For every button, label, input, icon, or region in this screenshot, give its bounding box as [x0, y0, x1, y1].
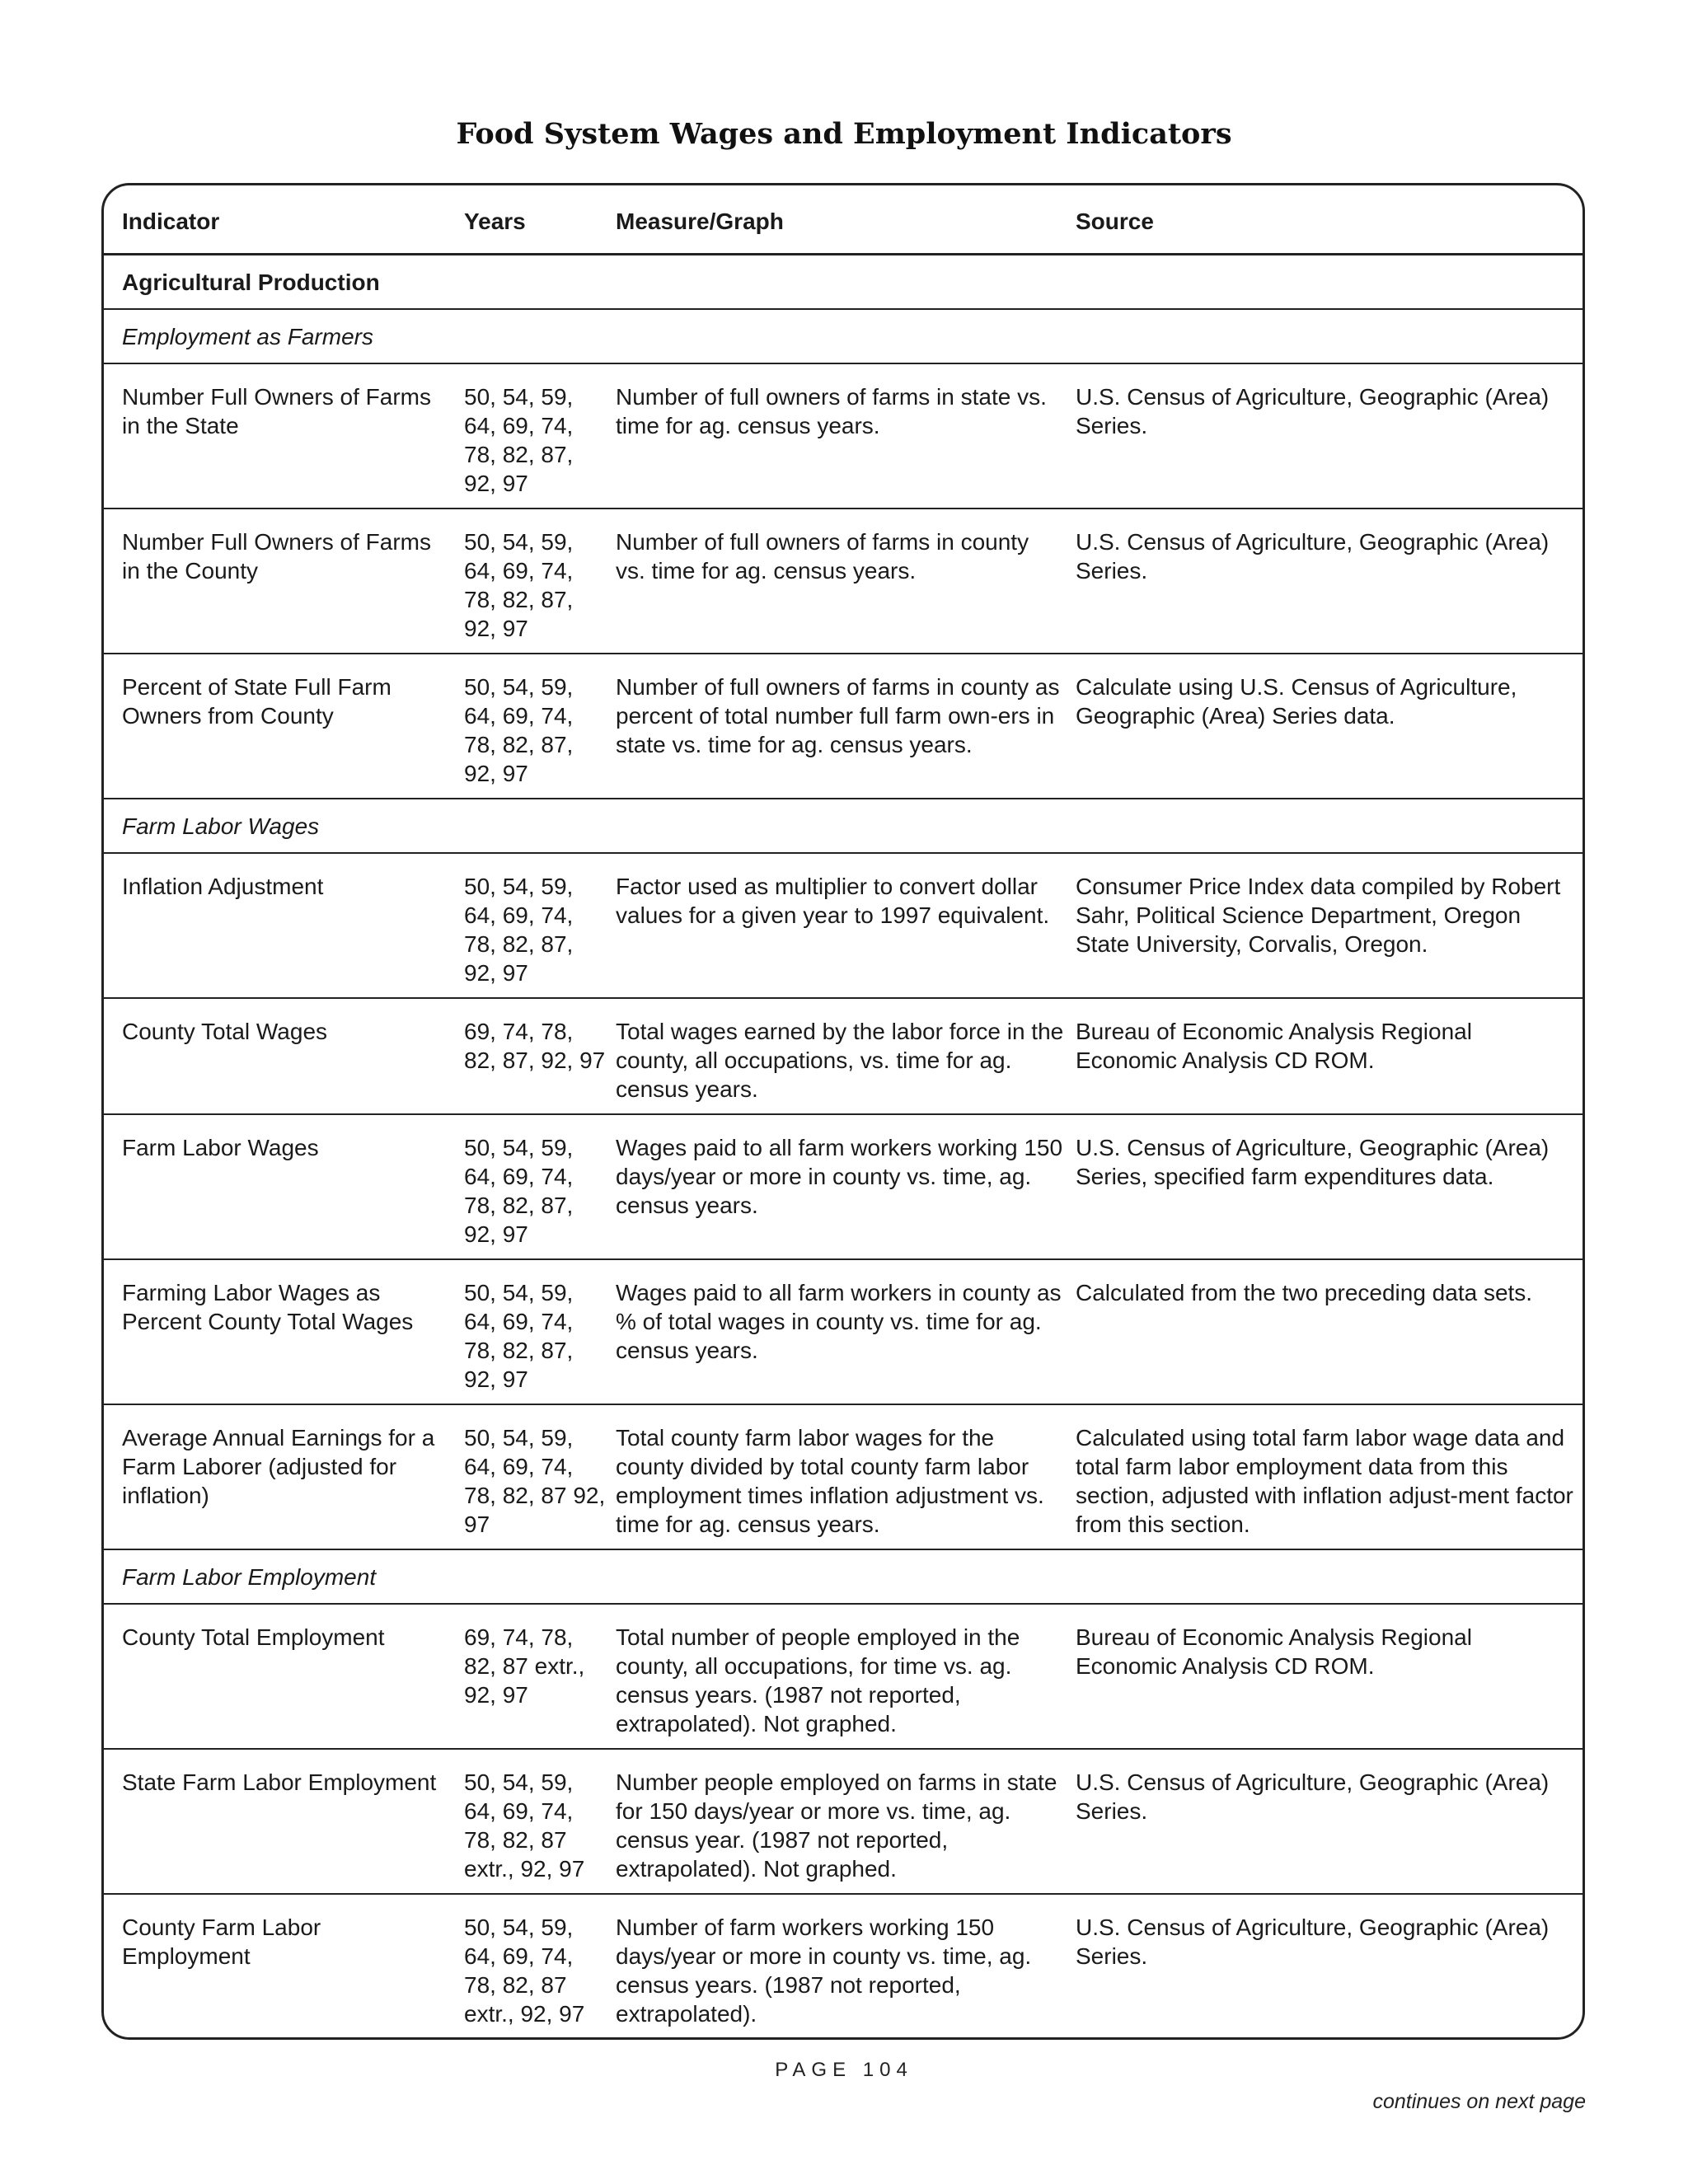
indicator-cell: County Farm Labor Employment — [122, 1915, 321, 1969]
measure-cell: Number people employed on farms in state for 150 days/year or more vs. time, ag. census year. (1987 not reported, extrapolated). Not graphed. — [606, 1749, 1069, 1894]
header-source: Source — [1069, 185, 1582, 255]
subsection-label: Farm Labor Employment — [104, 1549, 1582, 1604]
indicator-table — [104, 185, 1582, 2038]
table-row — [104, 509, 1582, 654]
table-row — [104, 1404, 1582, 1549]
source-cell: Bureau of Economic Analysis Regional Economic Analysis CD ROM. — [1069, 998, 1582, 1114]
table-row — [104, 1749, 1582, 1894]
table-header-row — [104, 185, 1582, 255]
years-cell: 50, 54, 59, 64, 69, 74, 78, 82, 87 extr., 92, 97 — [449, 1749, 606, 1894]
table-row — [104, 1604, 1582, 1749]
subsection-row — [104, 799, 1582, 853]
indicator-cell: State Farm Labor Employment — [104, 1749, 449, 1894]
subsection-label: Farm Labor Wages — [104, 799, 1582, 853]
years-cell: 50, 54, 59, 64, 69, 74, 78, 82, 87, 92, 97 — [449, 1259, 606, 1404]
source-cell: U.S. Census of Agriculture, Geographic (Area) Series. — [1069, 363, 1582, 509]
table-row — [104, 1114, 1582, 1259]
indicator-table-frame — [101, 183, 1585, 2040]
measure-cell: Wages paid to all farm workers in county as % of total wages in county vs. time for ag. census years. — [606, 1259, 1069, 1404]
indicator-cell: County Total Wages — [104, 998, 449, 1114]
indicator-cell: Number Full Owners of Farms in the State — [104, 363, 449, 509]
years-cell: 50, 54, 59, 64, 69, 74, 78, 82, 87 92, 97 — [449, 1404, 606, 1549]
table-row — [104, 363, 1582, 509]
measure-cell: Number of full owners of farms in county as percent of total number full farm own-ers in state vs. time for ag. census years. — [606, 654, 1069, 799]
source-cell: Calculated using total farm labor wage data and total farm labor employment data from this section, adjusted with inflation adjust-ment factor from this section. — [1069, 1404, 1582, 1549]
source-cell: U.S. Census of Agriculture, Geographic (Area) Series. — [1076, 1915, 1550, 1969]
years-cell: 50, 54, 59, 64, 69, 74, 78, 82, 87, 92, 97 — [449, 853, 606, 998]
years-cell: 50, 54, 59, 64, 69, 74, 78, 82, 87, 92, 97 — [449, 363, 606, 509]
page-title: Food System Wages and Employment Indicators — [456, 117, 1232, 151]
source-cell: Calculated from the two preceding data sets. — [1069, 1259, 1582, 1404]
indicator-cell: County Total Employment — [104, 1604, 449, 1749]
header-indicator: Indicator — [104, 185, 449, 255]
indicator-cell: Farming Labor Wages as Percent County Total Wages — [104, 1259, 449, 1404]
source-cell: Calculate using U.S. Census of Agriculture, Geographic (Area) Series data. — [1069, 654, 1582, 799]
table-row — [104, 654, 1582, 799]
source-cell: Consumer Price Index data compiled by Robert Sahr, Political Science Department, Oregon State University, Corvalis, Oregon. — [1069, 853, 1582, 998]
measure-cell: Total county farm labor wages for the county divided by total county farm labor employment times inflation adjustment vs. time for ag. census years. — [606, 1404, 1069, 1549]
continues-note: continues on next page — [1372, 2090, 1586, 2113]
table-row — [104, 998, 1582, 1114]
subsection-row — [104, 309, 1582, 363]
table-row — [104, 1259, 1582, 1404]
table-row — [104, 853, 1582, 998]
measure-cell: Number of full owners of farms in county vs. time for ag. census years. — [606, 509, 1069, 654]
indicator-cell: Average Annual Earnings for a Farm Laborer (adjusted for inflation) — [104, 1404, 449, 1549]
header-measure: Measure/Graph — [606, 185, 1069, 255]
years-cell: 50, 54, 59, 64, 69, 74, 78, 82, 87 extr., 92, 97 — [464, 1915, 585, 2027]
measure-cell: Number of farm workers working 150 days/year or more in county vs. time, ag. census years. (1987 not reported, extrapolated). — [616, 1915, 1032, 2027]
indicator-cell: Percent of State Full Farm Owners from County — [104, 654, 449, 799]
years-cell: 69, 74, 78, 82, 87 extr., 92, 97 — [449, 1604, 606, 1749]
source-cell: U.S. Census of Agriculture, Geographic (Area) Series, specified farm expenditures data. — [1069, 1114, 1582, 1259]
measure-cell: Total wages earned by the labor force in the county, all occupations, vs. time for ag. census years. — [606, 998, 1069, 1114]
header-years: Years — [449, 185, 606, 255]
table-row — [104, 1894, 1582, 2038]
source-cell: U.S. Census of Agriculture, Geographic (Area) Series. — [1069, 1749, 1582, 1894]
subsection-row — [104, 1549, 1582, 1604]
measure-cell: Number of full owners of farms in state vs. time for ag. census years. — [606, 363, 1069, 509]
indicator-cell: Number Full Owners of Farms in the County — [104, 509, 449, 654]
indicator-cell: Farm Labor Wages — [104, 1114, 449, 1259]
measure-cell: Total number of people employed in the county, all occupations, for time vs. ag. census years. (1987 not reported, extrapolated). Not graphed. — [606, 1604, 1069, 1749]
subsection-label: Employment as Farmers — [104, 309, 1582, 363]
source-cell: U.S. Census of Agriculture, Geographic (Area) Series. — [1069, 509, 1582, 654]
years-cell: 69, 74, 78, 82, 87, 92, 97 — [449, 998, 606, 1114]
indicator-cell: Inflation Adjustment — [104, 853, 449, 998]
years-cell: 50, 54, 59, 64, 69, 74, 78, 82, 87, 92, 97 — [449, 654, 606, 799]
measure-cell: Wages paid to all farm workers working 150 days/year or more in county vs. time, ag. census years. — [606, 1114, 1069, 1259]
years-cell: 50, 54, 59, 64, 69, 74, 78, 82, 87, 92, 97 — [449, 509, 606, 654]
page-number: PAGE 104 — [775, 2059, 913, 2081]
years-cell: 50, 54, 59, 64, 69, 74, 78, 82, 87, 92, 97 — [449, 1114, 606, 1259]
measure-cell: Factor used as multiplier to convert dollar values for a given year to 1997 equivalent. — [606, 853, 1069, 998]
section-label: Agricultural Production — [104, 255, 1582, 310]
source-cell: Bureau of Economic Analysis Regional Economic Analysis CD ROM. — [1069, 1604, 1582, 1749]
section-row — [104, 255, 1582, 310]
